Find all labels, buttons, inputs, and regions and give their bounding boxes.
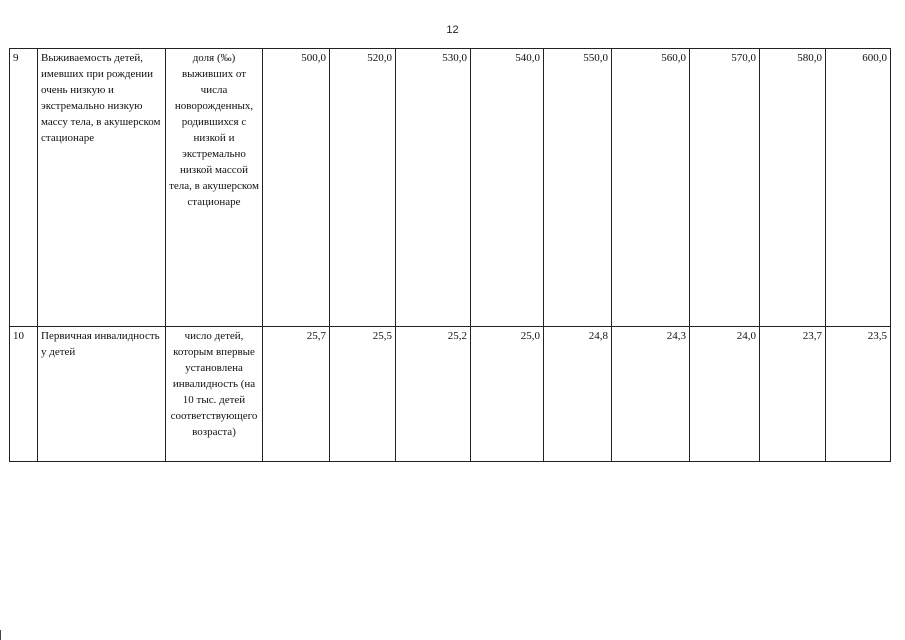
row-number: 10 [10, 327, 38, 462]
value-cell: 570,0 [690, 49, 760, 327]
indicators-table [9, 48, 891, 462]
value-cell: 520,0 [330, 49, 396, 327]
page-number: 12 [446, 24, 459, 36]
table-row [10, 49, 891, 327]
value-cell: 25,2 [396, 327, 471, 462]
value-cell: 23,5 [826, 327, 891, 462]
value-cell: 540,0 [471, 49, 544, 327]
value-cell: 24,8 [544, 327, 612, 462]
value-cell: 530,0 [396, 49, 471, 327]
value-cell: 25,0 [471, 327, 544, 462]
scan-edge-mark [0, 630, 1, 640]
row-number: 9 [10, 49, 38, 327]
indicator-name: Выживаемость детей, имевших при рождении очень низкую и экстремально низкую массу тела, в акушерском стационаре [38, 49, 166, 327]
table-row [10, 327, 891, 462]
value-cell: 24,0 [690, 327, 760, 462]
value-cell: 24,3 [612, 327, 690, 462]
value-cell: 23,7 [760, 327, 826, 462]
value-cell: 25,5 [330, 327, 396, 462]
indicator-unit: доля (‰) выживших от числа новорожденных, родившихся с низкой и экстремально низкой массой тела, в акушерском стационаре [166, 49, 263, 327]
value-cell: 25,7 [263, 327, 330, 462]
value-cell: 550,0 [544, 49, 612, 327]
indicator-unit: число детей, которым впервые установлена инвалидность (на 10 тыс. детей соответствующего возраста) [166, 327, 263, 462]
value-cell: 500,0 [263, 49, 330, 327]
value-cell: 560,0 [612, 49, 690, 327]
value-cell: 600,0 [826, 49, 891, 327]
value-cell: 580,0 [760, 49, 826, 327]
indicator-name: Первичная инвалидность у детей [38, 327, 166, 462]
